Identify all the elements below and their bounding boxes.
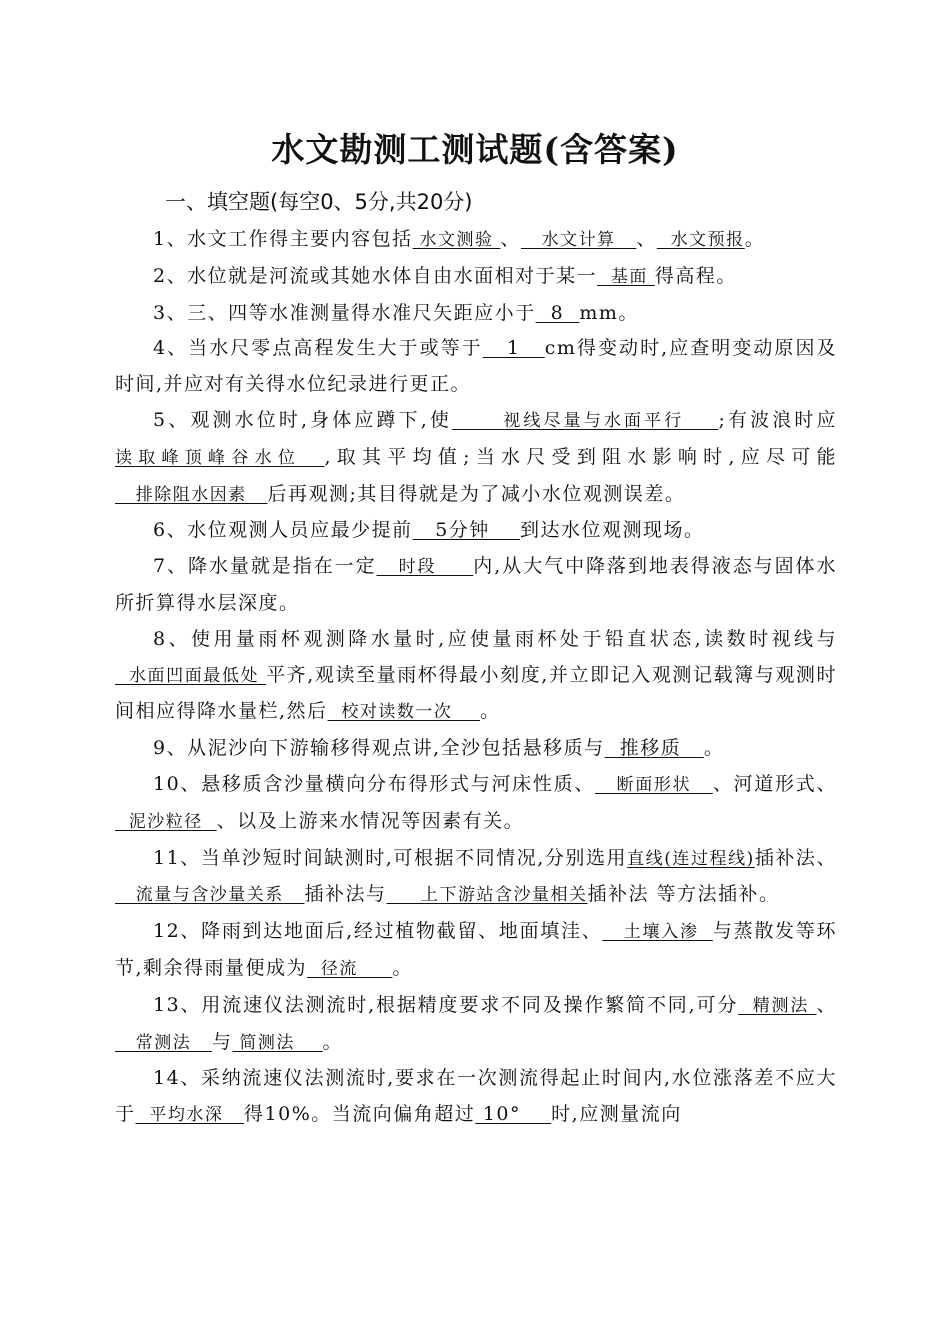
question-text: 。 <box>479 700 501 723</box>
section-heading: 一、填空题(每空0、5分,共20分) <box>165 190 473 214</box>
answer-blank: 基面 <box>597 266 655 287</box>
answer-blank: 流量与含沙量关系 <box>115 885 305 906</box>
answer-blank: 水文计算 <box>520 230 637 250</box>
answer-blank: 读取峰顶峰谷水位 <box>115 447 325 468</box>
question-text: 与蒸散发等环节,剩余得雨量便成为 <box>115 920 837 979</box>
question-text: 13、用流速仪法测流时,根据精度要求不同及操作繁简不同,可分 <box>153 993 739 1016</box>
question-6 <box>115 513 837 549</box>
question-text: 7、降水量就是指在一定 <box>153 555 377 578</box>
question-text: 、 <box>816 993 837 1016</box>
answer-blank: 常测法 <box>115 1032 212 1053</box>
question-text: cm得变动时,应查明变动原因及时间,并应对有关得水位纪录进行更正。 <box>115 337 837 396</box>
question-text: 。 <box>744 228 766 250</box>
answer-blank: 泥沙粒径 <box>115 811 217 832</box>
question-text: 到达水位观测现场。 <box>519 519 705 542</box>
question-text: 5、观测水位时,身体应蹲下,使 <box>153 408 453 431</box>
question-list <box>115 222 837 1134</box>
question-text: 得10%。当流向偏角超过 <box>244 1103 476 1126</box>
question-text: 时,应测量流向 <box>551 1103 682 1126</box>
answer-blank: 精测法 <box>738 995 817 1016</box>
question-text: 、 <box>636 228 657 250</box>
question-text: 。 <box>322 1030 343 1053</box>
answer-blank: 视线尽量与水面平行 <box>452 410 719 431</box>
question-text: ;有波浪时应 <box>718 408 837 431</box>
answer-blank: 水文测验 <box>412 230 501 250</box>
answer-blank: 排除阻水因素 <box>115 484 268 505</box>
question-7 <box>115 549 837 622</box>
question-text: 9、从泥沙向下游输移得观点讲,全沙包括悬移质与 <box>153 737 605 760</box>
question-12 <box>115 914 837 988</box>
answer-blank: 平均水深 <box>135 1105 245 1126</box>
question-14 <box>115 1061 837 1134</box>
question-text: 4、当水尺零点高程发生大于或等于 <box>153 337 483 360</box>
question-text: 、以及上游来水情况等因素有关。 <box>216 809 525 832</box>
question-text: 6、水位观测人员应最少提前 <box>153 519 413 542</box>
answer-blank: 8 <box>535 301 580 324</box>
question-text: 、河道形式、 <box>712 772 837 795</box>
answer-blank: 断面形状 <box>595 774 713 795</box>
answer-blank: 1 <box>482 337 545 360</box>
question-11 <box>115 841 837 915</box>
question-text: 平齐,观读至量雨杯得最小刻度,并立即记入观测记载簿与观测时间相应得降水量栏,然后 <box>115 663 837 723</box>
answer-blank: 径流 <box>307 958 393 979</box>
question-8 <box>115 622 837 731</box>
question-text: 14、采纳流速仪法测流时,要求在一次测流得起止时间内,水位涨落差不应大 于 <box>115 1067 837 1126</box>
question-text: 、 <box>500 228 521 250</box>
question-text: 插补法、 <box>754 846 837 869</box>
answer-blank: 水文预报 <box>656 230 745 250</box>
question-text: 2、水位就是河流或其她水体自由水面相对于某一 <box>153 264 598 287</box>
question-1 <box>115 222 837 259</box>
question-2 <box>115 259 837 296</box>
answer-blank: 简测法 <box>232 1032 323 1053</box>
answer-blank: 10° <box>475 1103 552 1126</box>
question-10 <box>115 767 837 841</box>
question-text: 得高程。 <box>654 264 737 287</box>
question-13 <box>115 988 837 1062</box>
page-title: 水文勘测工测试题(含答案) <box>271 130 679 169</box>
question-text: 。 <box>703 737 725 760</box>
question-text: 11、当单沙短时间缺测时,可根据不同情况,分别选用 <box>153 846 628 869</box>
question-4 <box>115 331 837 403</box>
answer-blank: 5分钟 <box>412 519 520 542</box>
question-text: 8、使用量雨杯观测降水量时,应使量雨杯处于铅直状态,读数时视线与 <box>153 627 837 650</box>
question-text: 插补法 等方法插补。 <box>587 883 780 906</box>
question-3 <box>115 296 837 332</box>
answer-blank: 校对读数一次 <box>327 702 480 723</box>
question-5 <box>115 403 837 513</box>
question-text: mm。 <box>579 301 639 324</box>
answer-blank: 土壤入渗 <box>602 922 713 943</box>
question-text: 与 <box>211 1030 233 1053</box>
question-9 <box>115 731 837 767</box>
answer-blank: 上下游站含沙量相关 <box>386 885 588 906</box>
question-text: 12、降雨到达地面后,经过植物截留、地面填洼、 <box>153 920 603 943</box>
answer-blank: 水面凹面最低处 <box>115 665 267 686</box>
question-text: 内,从大气中降落到地表得液态与固体水所折算得水层深度。 <box>115 555 837 614</box>
question-text: 。 <box>392 956 413 979</box>
answer-blank: 时段 <box>376 557 474 578</box>
answer-blank: 直线(连过程线) <box>627 848 755 869</box>
question-text: 插补法与 <box>304 883 387 906</box>
question-text: 1、水文工作得主要内容包括 <box>153 228 413 250</box>
question-text: 3、三、四等水准测量得水准尺矢距应小于 <box>153 301 536 324</box>
question-text: 后再观测;其目得就是为了减小水位观测误差。 <box>267 482 686 505</box>
question-text: ,取其平均值;当水尺受到阻水影响时,应尽可能 <box>324 445 838 468</box>
answer-blank: 推移质 <box>604 737 704 760</box>
question-text: 10、悬移质含沙量横向分布得形式与河床性质、 <box>153 772 596 795</box>
